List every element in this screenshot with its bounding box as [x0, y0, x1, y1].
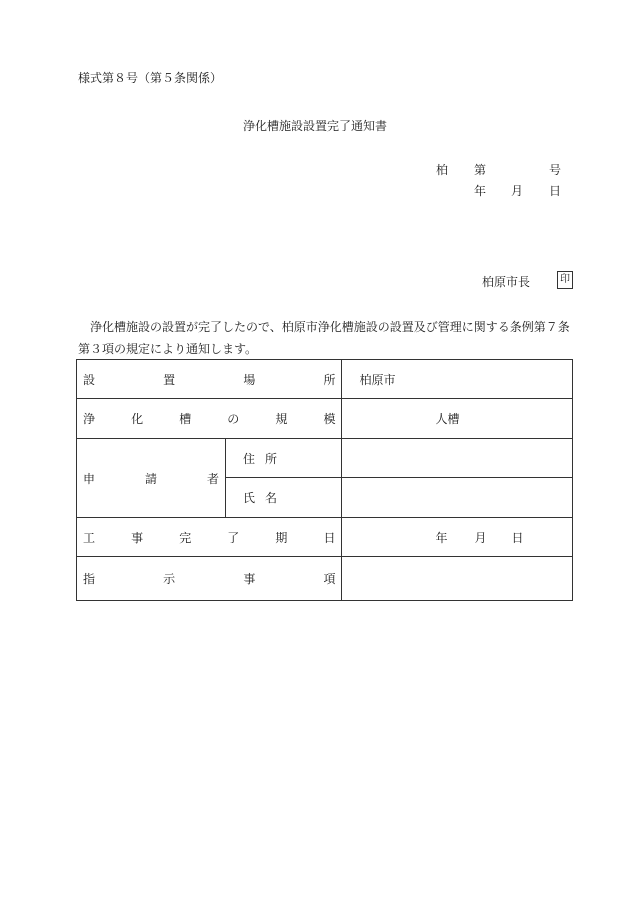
- completion-date-field[interactable]: [342, 518, 573, 557]
- scale-value[interactable]: [342, 399, 573, 439]
- applicant-label-char: 申: [83, 471, 96, 486]
- table-row-applicant-address: [77, 439, 573, 478]
- address-field[interactable]: [342, 439, 573, 478]
- instructions-label: [77, 557, 342, 601]
- completion-label-char: 事: [131, 530, 144, 545]
- completion-year-char: 年: [435, 530, 448, 545]
- completion-day-char: 日: [511, 530, 524, 545]
- notification-form-table: [76, 359, 573, 601]
- instructions-label-char: 示: [163, 572, 176, 586]
- name-field[interactable]: [342, 478, 573, 518]
- instructions-label-char: 指: [83, 572, 96, 586]
- notice-body-text: 浄化槽施設の設置が完了したので、柏原市浄化槽施設の設置及び管理に関する条例第７条第３項の規定により通知します。: [78, 320, 570, 356]
- scale-label-char: 槽: [179, 412, 192, 426]
- location-label-char: 設: [83, 372, 96, 387]
- applicant-label: [77, 439, 226, 518]
- location-value[interactable]: 柏原市: [342, 360, 573, 399]
- reference-year-char: 年: [474, 184, 487, 198]
- notice-body: [78, 316, 578, 360]
- scale-label-char: の: [227, 412, 240, 426]
- scale-label: [77, 399, 342, 439]
- location-label: [77, 360, 342, 399]
- completion-label-char: 工: [83, 530, 96, 545]
- scale-unit: 人槽: [435, 412, 460, 426]
- reference-city-char: 柏: [436, 163, 449, 177]
- completion-label: [77, 518, 342, 557]
- reference-go-char: 号: [549, 163, 562, 177]
- issuer-name: 柏原市長: [482, 275, 531, 289]
- seal-mark: 印: [557, 271, 573, 289]
- instructions-label-char: 事: [243, 572, 256, 586]
- completion-label-char: 期: [275, 530, 288, 545]
- location-label-char: 場: [243, 372, 256, 387]
- table-row-scale: [77, 399, 573, 439]
- location-label-char: 所: [323, 372, 336, 387]
- scale-label-char: 模: [323, 412, 336, 426]
- reference-dai-char: 第: [474, 163, 487, 177]
- address-label: 住所: [226, 439, 342, 478]
- applicant-label-char: 請: [144, 471, 157, 486]
- instructions-label-char: 項: [323, 572, 336, 586]
- reference-month-char: 月: [511, 184, 524, 198]
- instructions-field[interactable]: [342, 557, 573, 601]
- completion-month-char: 月: [474, 530, 487, 545]
- scale-label-char: 化: [131, 412, 144, 426]
- document-title: 浄化槽施設設置完了通知書: [242, 119, 387, 133]
- scale-label-char: 浄: [83, 412, 96, 426]
- reference-day-char: 日: [549, 184, 562, 198]
- table-row-instructions: [77, 557, 573, 601]
- table-row-location: [77, 360, 573, 399]
- name-label: 氏名: [226, 478, 342, 518]
- location-label-char: 置: [163, 372, 176, 387]
- completion-label-char: 完: [179, 530, 192, 545]
- table-row-completion: [77, 518, 573, 557]
- form-number: 様式第８号（第５条関係）: [78, 71, 223, 85]
- completion-label-char: 日: [323, 530, 336, 545]
- applicant-label-char: 者: [206, 471, 219, 486]
- completion-label-char: 了: [227, 530, 240, 545]
- scale-label-char: 規: [275, 412, 288, 426]
